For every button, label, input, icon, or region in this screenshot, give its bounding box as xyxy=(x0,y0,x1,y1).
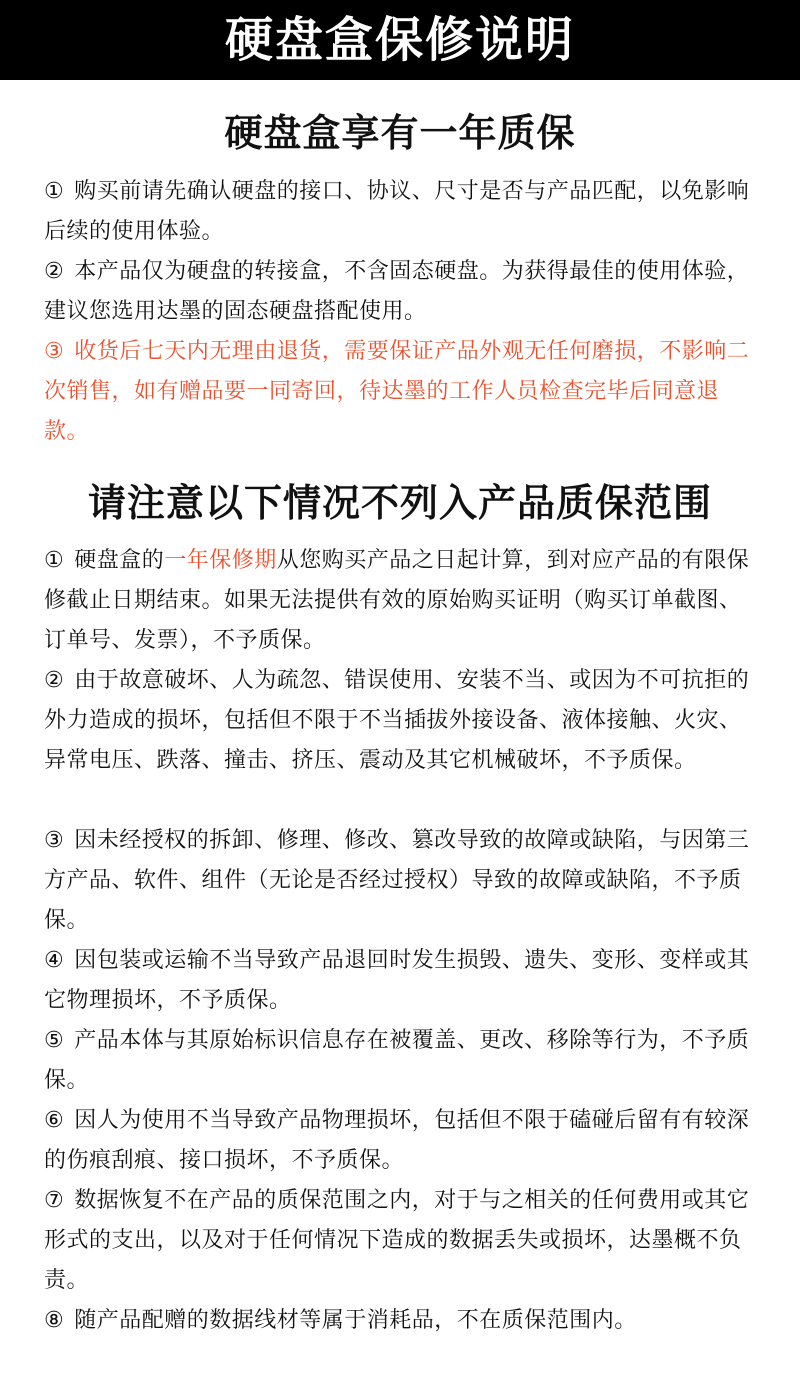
item-text: 购买前请先确认硬盘的接口、协议、尺寸是否与产品匹配，以免影响后续的使用体验。 xyxy=(44,179,750,244)
item-number: ⑧ xyxy=(44,1308,65,1333)
exclusion-item-7 xyxy=(44,1181,760,1301)
warranty-item-1 xyxy=(44,172,760,252)
item-number: ⑦ xyxy=(44,1188,65,1213)
item-number: ① xyxy=(44,548,65,573)
item-text: 因人为使用不当导致产品物理损坏，包括但不限于磕碰后留有有较深的伤痕刮痕、接口损坏，不予质保。 xyxy=(44,1108,750,1173)
item-text: 产品本体与其原始标识信息存在被覆盖、更改、移除等行为，不予质保。 xyxy=(44,1028,750,1093)
warranty-item-2 xyxy=(44,252,760,332)
section-title-exclusions: 请注意以下情况不列入产品质保范围 xyxy=(87,481,712,525)
page-title: 硬盘盒保修说明 xyxy=(224,12,575,68)
exclusion-item-1 xyxy=(44,541,760,661)
warranty-item-3-return-policy xyxy=(44,332,760,452)
item-text: 因包装或运输不当导致产品退回时发生损毁、遗失、变形、变样或其它物理损坏，不予质保。 xyxy=(44,948,750,1013)
exclusion-item-8 xyxy=(44,1301,760,1341)
item-number: ⑤ xyxy=(44,1028,65,1053)
item-number: ③ xyxy=(44,828,65,853)
item-number: ② xyxy=(44,668,65,693)
item-number: ⑥ xyxy=(44,1108,65,1133)
item-text: 本产品仅为硬盘的转接盒，不含固态硬盘。为获得最佳的使用体验，建议您选用达墨的固态硬盘搭配使用。 xyxy=(44,259,750,324)
item-text: 收货后七天内无理由退货，需要保证产品外观无任何磨损，不影响二次销售，如有赠品要一同寄回，待达墨的工作人员检查完毕后同意退款。 xyxy=(44,339,750,444)
exclusion-item-5 xyxy=(44,1021,760,1101)
exclusion-item-4 xyxy=(44,941,760,1021)
item-text: 由于故意破坏、人为疏忽、错误使用、安装不当、或因为不可抗拒的外力造成的损坏，包括但不限于不当插拔外接设备、液体接触、火灾、异常电压、跌落、撞击、挤压、震动及其它机械破坏，不予质保。 xyxy=(44,668,750,773)
section-title-warranty: 硬盘盒享有一年质保 xyxy=(224,111,576,155)
exclusion-item-6 xyxy=(44,1101,760,1181)
exclusion-item-2 xyxy=(44,661,760,781)
item-number: ① xyxy=(44,179,65,204)
item-text-pre: 硬盘盒的 xyxy=(74,548,165,573)
header-bar xyxy=(0,0,800,80)
item-number: ④ xyxy=(44,948,65,973)
item-text: 数据恢复不在产品的质保范围之内，对于与之相关的任何费用或其它形式的支出，以及对于任何情况下造成的数据丢失或损坏，达墨概不负责。 xyxy=(44,1188,750,1293)
exclusion-item-3 xyxy=(44,821,760,941)
item-number: ② xyxy=(44,259,65,284)
item-text: 因未经授权的拆卸、修理、修改、篡改导致的故障或缺陷，与因第三方产品、软件、组件（无论是否经过授权）导致的故障或缺陷，不予质保。 xyxy=(44,828,750,933)
warranty-period-highlight: 一年保修期 xyxy=(164,548,277,573)
item-text: 随产品配赠的数据线材等属于消耗品，不在质保范围内。 xyxy=(74,1308,637,1333)
item-text-post: 从您购买产品之日起计算，到对应产品的有限保修截止日期结束。如果无法提供有效的原始购买证明（购买订单截图、订单号、发票），不予质保。 xyxy=(44,548,750,653)
item-number: ③ xyxy=(44,339,65,364)
